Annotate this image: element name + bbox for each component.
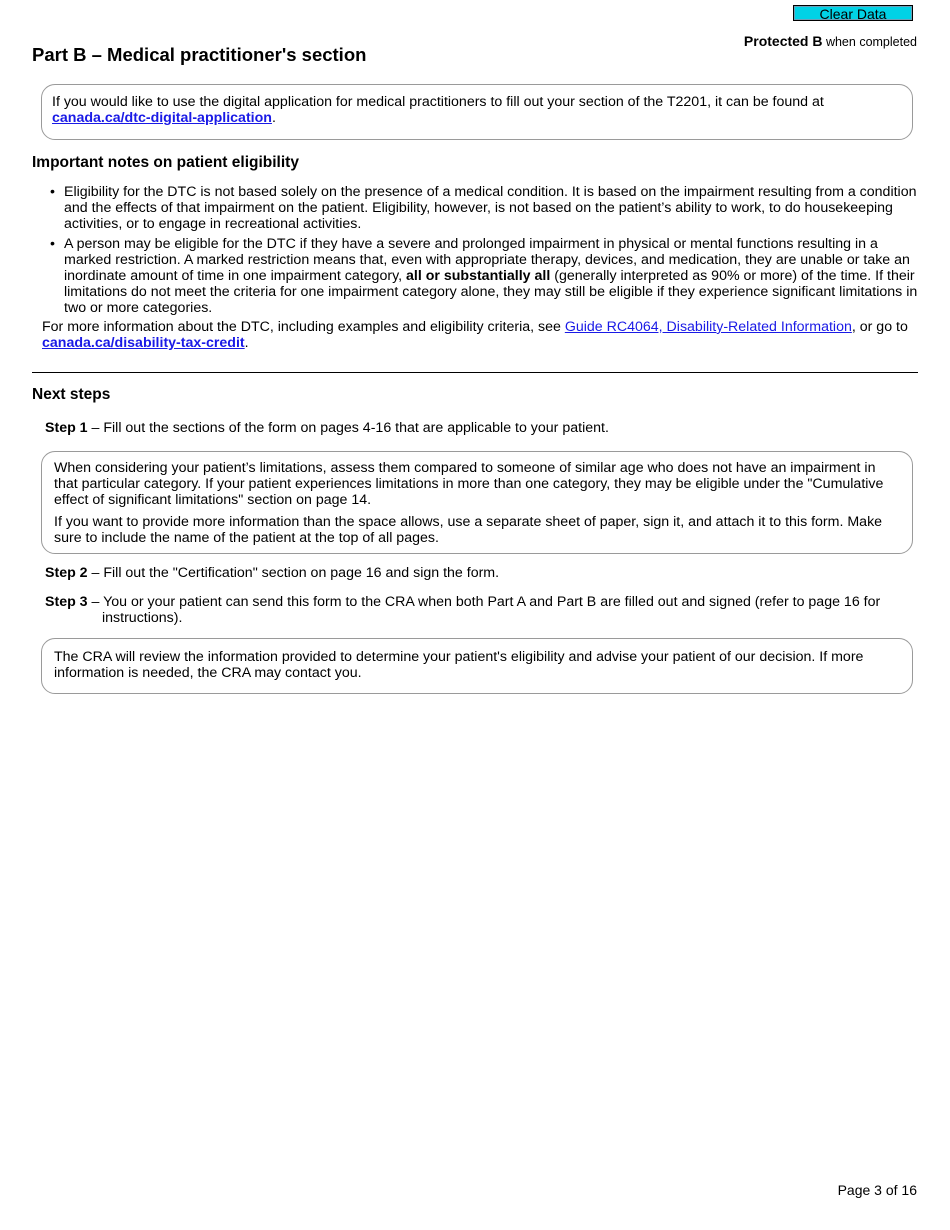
more-info-before: For more information about the DTC, including examples and eligibility criteria, see [42,319,565,335]
limitations-info-box [41,451,913,554]
guide-rc4064-link[interactable]: Guide RC4064, Disability-Related Information [564,319,852,335]
digital-application-box [41,84,913,140]
step-2-label: Step 2 [45,565,88,581]
bullet-glyph: • [50,184,55,200]
clear-data-button[interactable]: Clear Data [793,5,913,21]
digital-application-text [52,94,902,126]
step-1-text: – Fill out the sections of the form on pages 4-16 that are applicable to your patient. [87,420,609,436]
step-2-text: – Fill out the "Certification" section on page 16 and sign the form. [87,565,500,581]
more-info-after: . [244,335,249,351]
step-3 [45,594,915,626]
eligibility-note-text: (generally interpreted as 90% or more) of the time. If their limitations do not meet the criteria for one impairment category alone, they may still be eligible if they experience significant limitations in two or more categories. [64,268,918,316]
page-number: Page 3 of 16 [837,1182,917,1198]
eligibility-note-emphasis: all or substantially all [406,268,551,284]
step-1-label: Step 1 [45,420,88,436]
cra-review-text: The CRA will review the information provided to determine your patient's eligibility and advise your patient of our decision. If more information is needed, the CRA may contact you. [54,649,864,681]
eligibility-note-text: Eligibility for the DTC is not based solely on the presence of a medical condition. It is based on the impairment resulting from a condition and the effects of that impairment on the patient. Eligibility, however, is not based on the patient’s ability to work, to do housekeeping activities, or to engage in recreational activities. [64,184,917,232]
eligibility-note [50,236,920,316]
protected-suffix: when completed [822,35,917,49]
step-1 [45,420,915,436]
step-3-text: – You or your patient can send this form to the CRA when both Part A and Part B are filled out and signed (refer to page 16 for [87,594,881,610]
step-3-label: Step 3 [45,594,88,610]
protected-label: Protected B [743,33,823,49]
digital-text-after: . [271,110,276,126]
more-info-middle: , or go to [851,319,908,335]
bullet-glyph: • [50,236,55,252]
eligibility-note-text: A person may be eligible for the DTC if they have a severe and prolonged impairment in physical or mental functions resulting in a marked restriction. A marked restriction means that, even with appropriate therapy, devices, and medication, they are unable or take an inordinate amount of time in one impairment category, [64,236,910,284]
next-steps-heading: Next steps [32,386,111,403]
digital-text-before: If you would like to use the digital application for medical practitioners to fill out your section of the T2201, it can be found at [52,94,824,110]
cra-review-box [41,638,913,694]
step-2 [45,565,915,581]
extra-space-paragraph: If you want to provide more information than the space allows, use a separate sheet of paper, sign it, and attach it to this form. Make sure to include the name of the patient at the top of all pages. [54,514,883,546]
page-title: Part B – Medical practitioner's section [32,44,367,65]
eligibility-note [50,184,920,232]
more-information-text [42,319,912,351]
protected-b-notice [744,33,917,50]
limitations-paragraph: When considering your patient’s limitations, assess them compared to someone of similar age who does not have an impairment in that particular category. If your patient experiences limitations in more than one category, they may be eligible under the "Cumulative effect of significant limitations" section on page 14. [54,460,884,508]
section-divider [32,372,918,373]
disability-tax-credit-link[interactable]: canada.ca/disability-tax-credit [42,335,245,351]
dtc-digital-application-link[interactable]: canada.ca/dtc-digital-application [52,110,272,126]
eligibility-heading: Important notes on patient eligibility [32,154,299,171]
step-3-text-continued: instructions). [102,610,183,626]
eligibility-notes-list [50,184,920,320]
